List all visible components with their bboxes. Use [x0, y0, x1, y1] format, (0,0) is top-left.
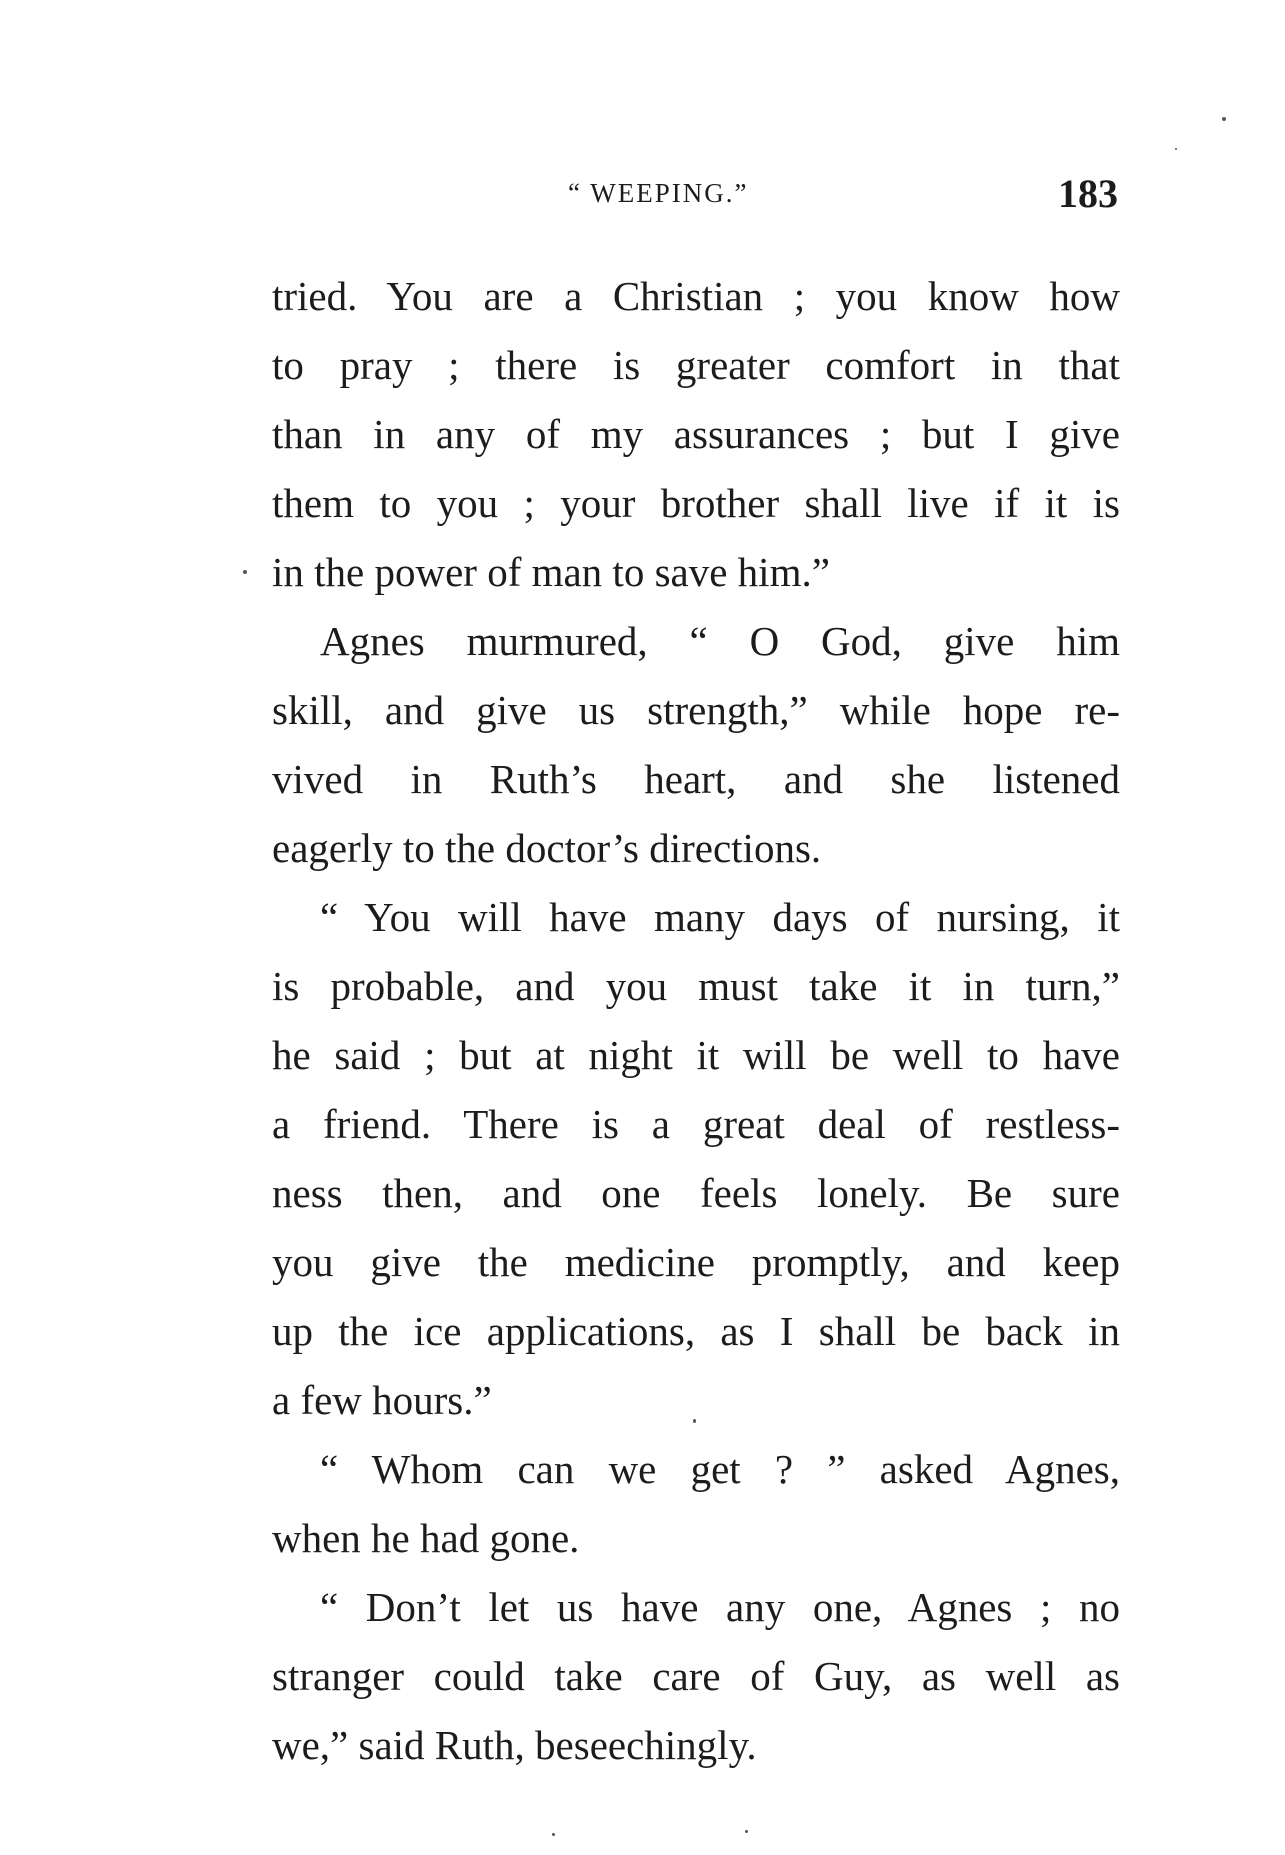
text-line: “ You will have many days of nursing, it — [320, 894, 1120, 940]
print-speck — [243, 570, 247, 574]
text-line: ness then, and one feels lonely. Be sure — [272, 1170, 1120, 1216]
text-line: stranger could take care of Guy, as well as — [272, 1653, 1120, 1699]
text-line: tried. You are a Christian ; you know how — [272, 273, 1120, 319]
text-line: he said ; but at night it will be well to have — [272, 1032, 1120, 1078]
text-line: Agnes murmured, “ O God, give him — [320, 618, 1120, 664]
text-line: when he had gone. — [272, 1515, 580, 1561]
text-line: up the ice applications, as I shall be back in — [272, 1308, 1120, 1354]
running-title: “ WEEPING.” — [568, 178, 749, 208]
print-speck — [693, 1419, 696, 1423]
text-line: a few hours.” — [272, 1377, 492, 1423]
text-line: we,” said Ruth, beseechingly. — [272, 1722, 757, 1768]
print-speck — [1222, 117, 1226, 121]
print-speck — [1175, 148, 1177, 150]
text-line: skill, and give us strength,” while hope re- — [272, 687, 1120, 733]
text-line: is probable, and you must take it in turn,” — [272, 963, 1120, 1009]
print-speck — [745, 1830, 748, 1833]
text-line: a friend. There is a great deal of restless- — [272, 1101, 1120, 1147]
print-speck — [552, 1833, 555, 1836]
text-line: vived in Ruth’s heart, and she listened — [272, 756, 1120, 802]
text-line: “ Don’t let us have any one, Agnes ; no — [320, 1584, 1120, 1630]
text-line: eagerly to the doctor’s directions. — [272, 825, 822, 871]
text-line: to pray ; there is greater comfort in that — [272, 342, 1120, 388]
text-line: than in any of my assurances ; but I give — [272, 411, 1120, 457]
text-line: them to you ; your brother shall live if it is — [272, 480, 1120, 526]
body-text — [272, 262, 1120, 1780]
text-line: you give the medicine promptly, and keep — [272, 1239, 1120, 1285]
running-head — [268, 170, 1128, 230]
text-line: in the power of man to save him.” — [272, 549, 830, 595]
text-line: “ Whom can we get ? ” asked Agnes, — [320, 1446, 1120, 1492]
page-number: 183 — [1058, 171, 1118, 216]
